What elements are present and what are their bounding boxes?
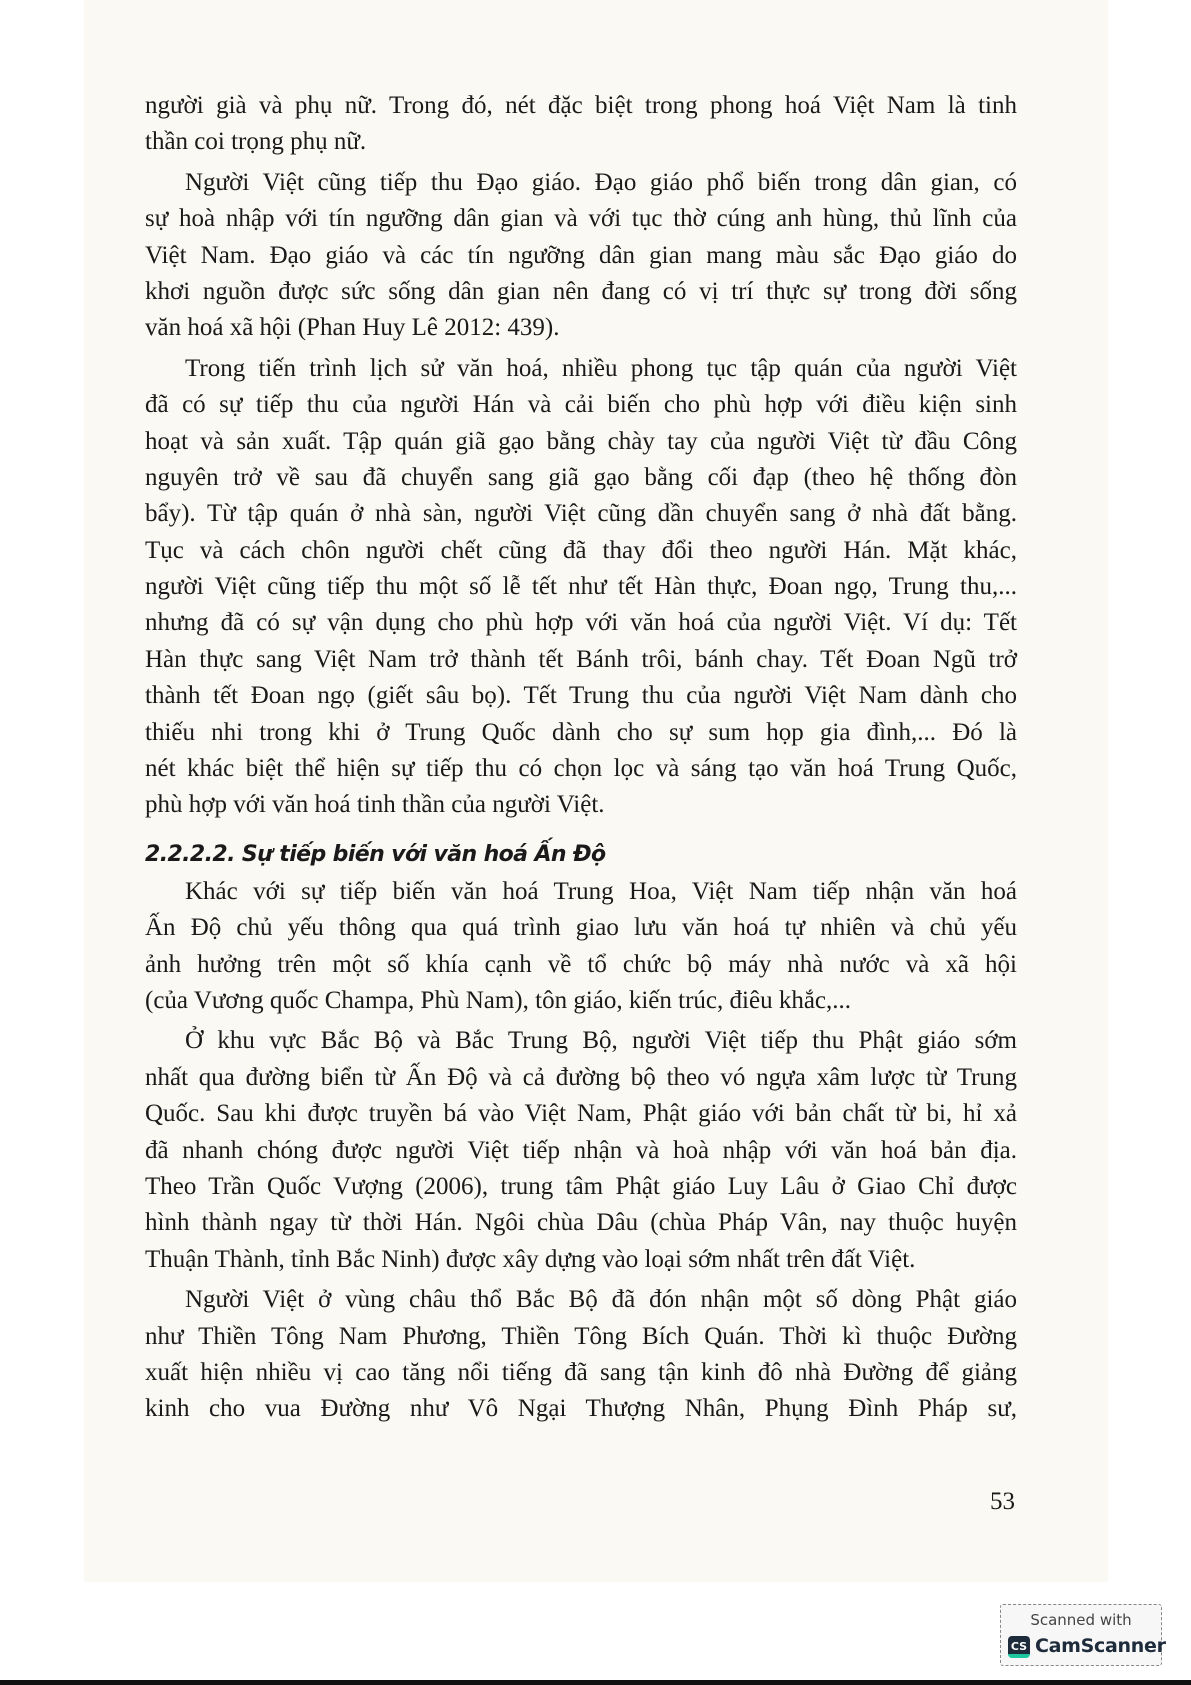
text-line: khơi nguồn được sức sống dân gian nên đang có vị trí thực sự trong đời sống (145, 277, 1017, 305)
text-line: hoạt và sản xuất. Tập quán giã gạo bằng chày tay của người Việt từ đầu Công (145, 427, 1017, 455)
page-number: 53 (990, 1488, 1015, 1515)
text-line: Trong tiến trình lịch sử văn hoá, nhiều phong tục tập quán của người Việt (185, 354, 1017, 382)
text-line: thần coi trọng phụ nữ. (145, 128, 367, 156)
text-line: Quốc. Sau khi được truyền bá vào Việt Nam, Phật giáo với bản chất từ bi, hỉ xả (145, 1100, 1017, 1128)
paragraph (145, 1023, 1017, 1278)
bottom-border (0, 1680, 1191, 1685)
text-line: Theo Trần Quốc Vượng (2006), trung tâm Phật giáo Luy Lâu ở Giao Chỉ được (145, 1172, 1017, 1200)
text-line: Tục và cách chôn người chết cũng đã thay đổi theo người Hán. Mặt khác, (145, 536, 1017, 564)
text-line: đã có sự tiếp thu của người Hán và cải biến cho phù hợp với điều kiện sinh (145, 391, 1017, 419)
text-line: người già và phụ nữ. Trong đó, nét đặc biệt trong phong hoá Việt Nam là tinh (145, 92, 1017, 119)
paragraph (145, 351, 1017, 824)
text-line: Người Việt ở vùng châu thổ Bắc Bộ đã đón nhận một số dòng Phật giáo (185, 1286, 1017, 1314)
text-line: thành tết Đoan ngọ (giết sâu bọ). Tết Trung thu của người Việt Nam dành cho (145, 682, 1017, 710)
text-line: hình thành ngay từ thời Hán. Ngôi chùa Dâu (chùa Pháp Vân, nay thuộc huyện (145, 1209, 1017, 1237)
text-line: xuất hiện nhiều vị cao tăng nổi tiếng đã sang tận kinh đô nhà Đường để giảng (145, 1358, 1017, 1386)
text-line: người Việt cũng tiếp thu một số lễ tết như tết Hàn thực, Đoan ngọ, Trung thu,... (145, 573, 1017, 601)
text-line: (của Vương quốc Champa, Phù Nam), tôn giáo, kiến trúc, điêu khắc,... (145, 986, 852, 1014)
text-line: Hàn thực sang Việt Nam trở thành tết Bánh trôi, bánh chay. Tết Đoan Ngũ trở (145, 645, 1017, 673)
paragraph (145, 874, 1017, 1020)
text-line: ảnh hưởng trên một số khía cạnh về tổ chức bộ máy nhà nước và xã hội (145, 950, 1017, 978)
text-line: sự hoà nhập với tín ngưỡng dân gian và với tục thờ cúng anh hùng, thủ lĩnh của (145, 205, 1017, 233)
paragraph (145, 1282, 1017, 1428)
watermark-caption: Scanned with (1030, 1611, 1132, 1629)
text-line: Khác với sự tiếp biến văn hoá Trung Hoa, Việt Nam tiếp nhận văn hoá (185, 877, 1017, 905)
text-line: nguyên trở về sau đã chuyển sang giã gạo bằng cối đạp (theo hệ thống đòn (145, 463, 1017, 491)
text-line: nét khác biệt thể hiện sự tiếp thu có chọn lọc và sáng tạo văn hoá Trung Quốc, (145, 755, 1017, 783)
text-line: Ở khu vực Bắc Bộ và Bắc Trung Bộ, người Việt tiếp thu Phật giáo sớm (185, 1027, 1017, 1055)
text-line: Người Việt cũng tiếp thu Đạo giáo. Đạo giáo phổ biến trong dân gian, có (185, 168, 1017, 196)
section-heading: 2.2.2.2. Sự tiếp biến với văn hoá Ấn Độ (145, 841, 606, 867)
text-line: thiếu nhi trong khi ở Trung Quốc dành cho sự sum họp gia đình,... Đó là (145, 718, 1017, 746)
text-line: Thuận Thành, tỉnh Bắc Ninh) được xây dựng vào loại sớm nhất trên đất Việt. (145, 1245, 916, 1273)
camscanner-logo-icon: CS (1008, 1636, 1030, 1658)
text-line: như Thiền Tông Nam Phương, Thiền Tông Bích Quán. Thời kì thuộc Đường (145, 1322, 1017, 1350)
text-line: bẩy). Từ tập quán ở nhà sàn, người Việt cũng dần chuyển sang ở nhà đất bằng. (145, 500, 1017, 528)
text-line: văn hoá xã hội (Phan Huy Lê 2012: 439). (145, 314, 560, 342)
paragraph (145, 88, 1017, 161)
paragraph (145, 165, 1017, 347)
text-line: Việt Nam. Đạo giáo và các tín ngưỡng dân gian mang màu sắc Đạo giáo do (145, 241, 1017, 269)
text-line: nhất qua đường biển từ Ấn Độ và cả đường bộ theo vó ngựa xâm lược từ Trung (145, 1063, 1017, 1091)
watermark-brand: CamScanner (1035, 1635, 1166, 1657)
text-line: Ấn Độ chủ yếu thông qua quá trình giao lưu văn hoá tự nhiên và chủ yếu (145, 914, 1017, 942)
camscanner-watermark (1000, 1604, 1166, 1666)
text-line: nhưng đã có sự vận dụng cho phù hợp với văn hoá của người Việt. Ví dụ: Tết (145, 609, 1017, 637)
body-text (145, 88, 1017, 1432)
text-line: kinh cho vua Đường như Vô Ngại Thượng Nhân, Phụng Đình Pháp sư, (145, 1395, 1017, 1423)
text-line: phù hợp với văn hoá tinh thần của người Việt. (145, 791, 605, 819)
text-line: đã nhanh chóng được người Việt tiếp nhận và hoà nhập với văn hoá bản địa. (145, 1136, 1017, 1164)
